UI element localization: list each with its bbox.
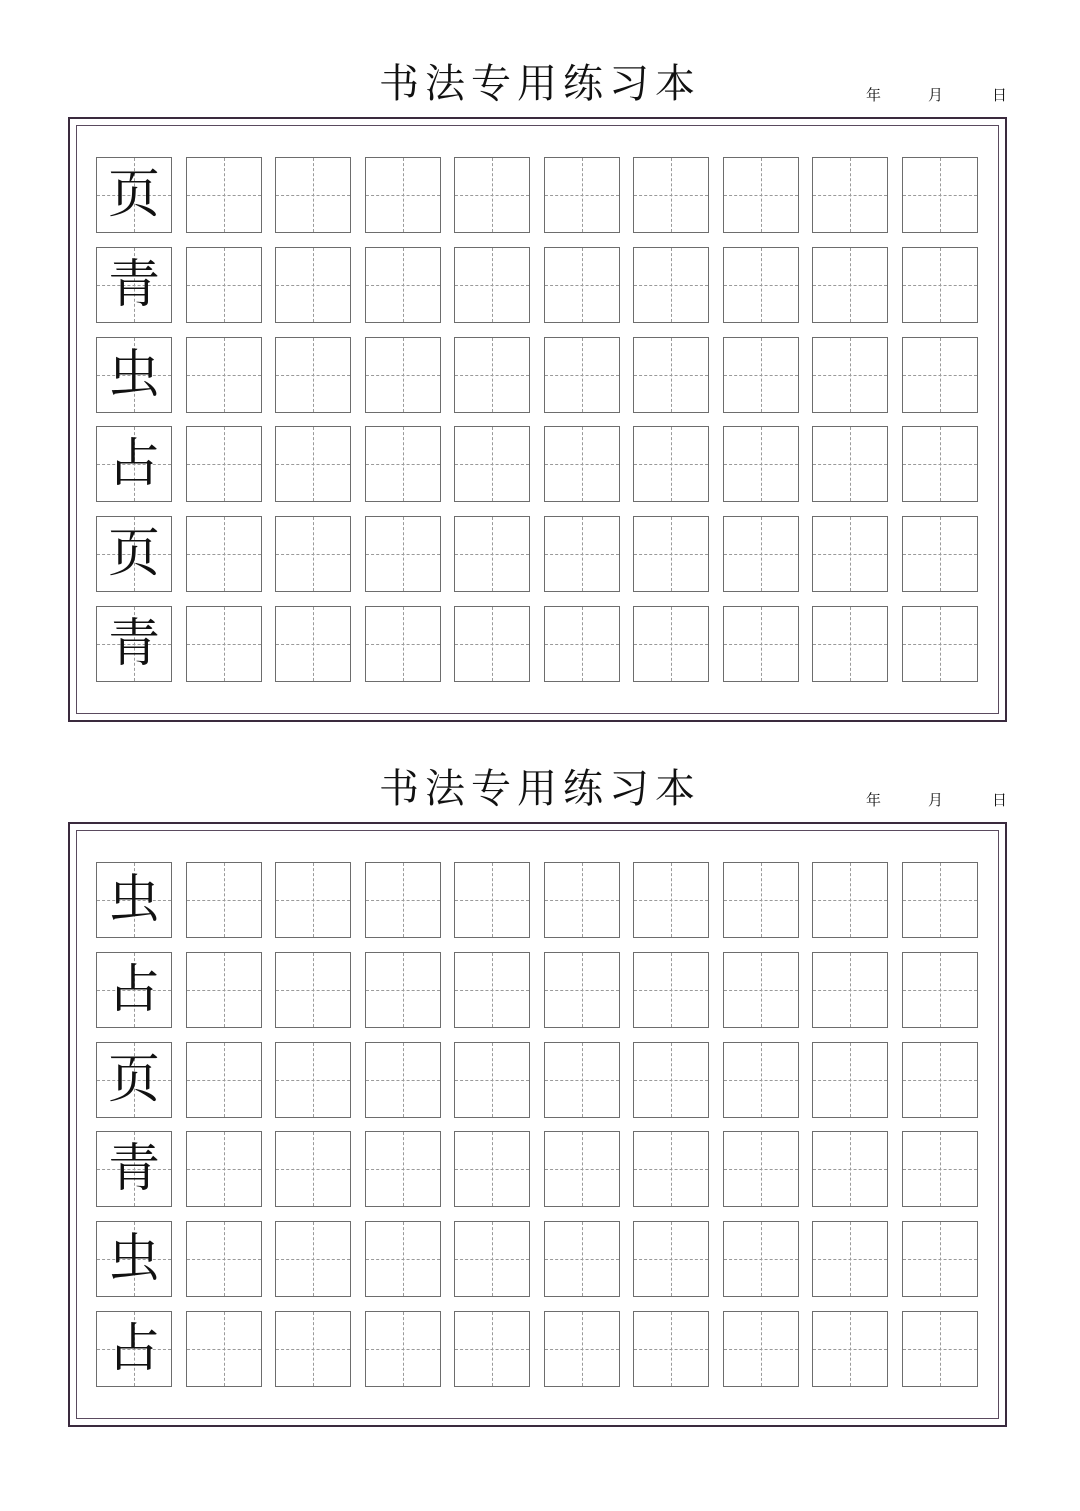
practice-cell[interactable] (365, 1042, 441, 1118)
practice-cell[interactable] (633, 337, 709, 413)
practice-cell[interactable] (186, 952, 262, 1028)
model-character: 青 (107, 614, 160, 674)
practice-cell[interactable] (544, 1311, 620, 1387)
practice-cell[interactable] (365, 952, 441, 1028)
date-day-label: 日 (992, 791, 1008, 809)
practice-cell[interactable] (365, 426, 441, 502)
practice-cell[interactable] (186, 1131, 262, 1207)
practice-cell[interactable] (902, 862, 978, 938)
practice-cell[interactable] (365, 1221, 441, 1297)
model-character: 虫 (107, 1229, 160, 1289)
practice-cell[interactable] (186, 606, 262, 682)
practice-cell[interactable] (544, 1042, 620, 1118)
practice-cell[interactable] (723, 862, 799, 938)
practice-cell[interactable] (454, 516, 530, 592)
practice-cell[interactable] (812, 1042, 888, 1118)
practice-cell[interactable] (275, 426, 351, 502)
practice-row (96, 157, 978, 233)
practice-cell[interactable] (275, 337, 351, 413)
practice-cell[interactable] (454, 862, 530, 938)
practice-cell[interactable] (812, 952, 888, 1028)
practice-cell[interactable] (544, 862, 620, 938)
practice-cell[interactable] (544, 337, 620, 413)
practice-cell[interactable] (544, 1131, 620, 1207)
practice-cell[interactable] (454, 337, 530, 413)
practice-cell[interactable] (633, 157, 709, 233)
practice-cell[interactable] (633, 247, 709, 323)
model-character-cell (96, 862, 172, 938)
practice-cell[interactable] (186, 516, 262, 592)
practice-cell[interactable] (275, 157, 351, 233)
practice-cell[interactable] (902, 1042, 978, 1118)
practice-cell[interactable] (365, 606, 441, 682)
date-month-label: 月 (928, 791, 944, 809)
model-character-cell (96, 157, 172, 233)
model-character-cell (96, 426, 172, 502)
practice-cell[interactable] (723, 606, 799, 682)
practice-cell[interactable] (454, 1311, 530, 1387)
model-character-cell (96, 606, 172, 682)
practice-cell[interactable] (902, 247, 978, 323)
practice-cell[interactable] (275, 606, 351, 682)
practice-cell[interactable] (365, 337, 441, 413)
practice-cell[interactable] (633, 1221, 709, 1297)
practice-cell[interactable] (365, 157, 441, 233)
practice-cell[interactable] (902, 426, 978, 502)
practice-cell[interactable] (186, 426, 262, 502)
practice-cell[interactable] (186, 337, 262, 413)
practice-cell[interactable] (454, 247, 530, 323)
practice-row (96, 337, 978, 413)
model-character: 青 (107, 1139, 160, 1199)
practice-cell[interactable] (275, 516, 351, 592)
practice-cell[interactable] (544, 247, 620, 323)
model-character: 页 (107, 1050, 160, 1110)
date-fields (862, 789, 1012, 809)
practice-cell[interactable] (454, 426, 530, 502)
tianzige-grid (96, 157, 978, 682)
practice-cell[interactable] (275, 952, 351, 1028)
practice-cell[interactable] (633, 516, 709, 592)
practice-cell[interactable] (186, 1311, 262, 1387)
practice-cell[interactable] (186, 157, 262, 233)
practice-cell[interactable] (723, 426, 799, 502)
model-character: 青 (107, 255, 160, 315)
date-month-label: 月 (928, 86, 944, 104)
practice-row (96, 1042, 978, 1118)
practice-cell[interactable] (723, 157, 799, 233)
model-character-cell (96, 1042, 172, 1118)
practice-cell[interactable] (544, 1221, 620, 1297)
practice-cell[interactable] (544, 426, 620, 502)
date-year-label: 年 (866, 791, 882, 809)
practice-cell[interactable] (902, 337, 978, 413)
practice-cell[interactable] (454, 157, 530, 233)
practice-cell[interactable] (902, 952, 978, 1028)
practice-cell[interactable] (544, 606, 620, 682)
practice-cell[interactable] (454, 606, 530, 682)
practice-cell[interactable] (812, 1311, 888, 1387)
practice-cell[interactable] (812, 1221, 888, 1297)
practice-cell[interactable] (723, 516, 799, 592)
practice-cell[interactable] (812, 247, 888, 323)
practice-cell[interactable] (275, 1311, 351, 1387)
practice-row (96, 862, 978, 938)
practice-cell[interactable] (454, 1042, 530, 1118)
model-character: 虫 (107, 345, 160, 405)
model-character-cell (96, 516, 172, 592)
practice-cell[interactable] (275, 1042, 351, 1118)
sheet-title: 书法专用练习本 (379, 766, 701, 812)
practice-cell[interactable] (633, 952, 709, 1028)
model-character: 页 (107, 524, 160, 584)
practice-cell[interactable] (723, 337, 799, 413)
practice-cell[interactable] (454, 1131, 530, 1207)
date-year-label: 年 (866, 86, 882, 104)
practice-row (96, 1131, 978, 1207)
practice-cell[interactable] (365, 516, 441, 592)
model-character: 占 (107, 1319, 160, 1379)
tianzige-grid (96, 862, 978, 1387)
practice-row (96, 247, 978, 323)
practice-cell[interactable] (633, 1042, 709, 1118)
practice-cell[interactable] (633, 1131, 709, 1207)
model-character-cell (96, 1221, 172, 1297)
practice-cell[interactable] (723, 1221, 799, 1297)
practice-cell[interactable] (275, 247, 351, 323)
model-character: 虫 (107, 870, 160, 930)
sheet-title: 书法专用练习本 (379, 61, 701, 107)
practice-cell[interactable] (186, 1042, 262, 1118)
practice-cell[interactable] (723, 1131, 799, 1207)
practice-cell[interactable] (186, 247, 262, 323)
practice-row (96, 426, 978, 502)
practice-cell[interactable] (633, 426, 709, 502)
practice-cell[interactable] (902, 1131, 978, 1207)
practice-cell[interactable] (275, 862, 351, 938)
practice-cell[interactable] (454, 952, 530, 1028)
practice-cell[interactable] (723, 1042, 799, 1118)
model-character: 占 (107, 434, 160, 494)
practice-cell[interactable] (812, 1131, 888, 1207)
practice-sheet-1 (0, 0, 1080, 705)
practice-row (96, 606, 978, 682)
practice-cell[interactable] (812, 337, 888, 413)
practice-cell[interactable] (186, 862, 262, 938)
practice-cell[interactable] (902, 606, 978, 682)
practice-cell[interactable] (633, 862, 709, 938)
practice-cell[interactable] (723, 952, 799, 1028)
practice-cell[interactable] (633, 1311, 709, 1387)
model-character-cell (96, 1131, 172, 1207)
practice-cell[interactable] (365, 862, 441, 938)
practice-cell[interactable] (544, 157, 620, 233)
practice-cell[interactable] (454, 1221, 530, 1297)
practice-cell[interactable] (902, 516, 978, 592)
practice-cell[interactable] (365, 247, 441, 323)
practice-cell[interactable] (633, 606, 709, 682)
practice-cell[interactable] (365, 1311, 441, 1387)
date-day-label: 日 (992, 86, 1008, 104)
practice-cell[interactable] (275, 1131, 351, 1207)
practice-row (96, 516, 978, 592)
practice-cell[interactable] (812, 606, 888, 682)
model-character-cell (96, 247, 172, 323)
practice-cell[interactable] (186, 1221, 262, 1297)
practice-cell[interactable] (902, 1311, 978, 1387)
practice-row (96, 1221, 978, 1297)
practice-cell[interactable] (812, 862, 888, 938)
practice-cell[interactable] (902, 1221, 978, 1297)
date-fields (862, 84, 1012, 104)
model-character-cell (96, 337, 172, 413)
practice-row (96, 1311, 978, 1387)
practice-row (96, 952, 978, 1028)
practice-cell[interactable] (812, 426, 888, 502)
practice-cell[interactable] (544, 952, 620, 1028)
practice-cell[interactable] (902, 157, 978, 233)
practice-cell[interactable] (812, 516, 888, 592)
practice-sheet-2 (0, 705, 1080, 1410)
practice-cell[interactable] (812, 157, 888, 233)
practice-cell[interactable] (275, 1221, 351, 1297)
model-character-cell (96, 1311, 172, 1387)
model-character: 页 (107, 165, 160, 225)
practice-cell[interactable] (544, 516, 620, 592)
practice-cell[interactable] (723, 1311, 799, 1387)
model-character: 占 (107, 960, 160, 1020)
practice-cell[interactable] (723, 247, 799, 323)
model-character-cell (96, 952, 172, 1028)
practice-cell[interactable] (365, 1131, 441, 1207)
